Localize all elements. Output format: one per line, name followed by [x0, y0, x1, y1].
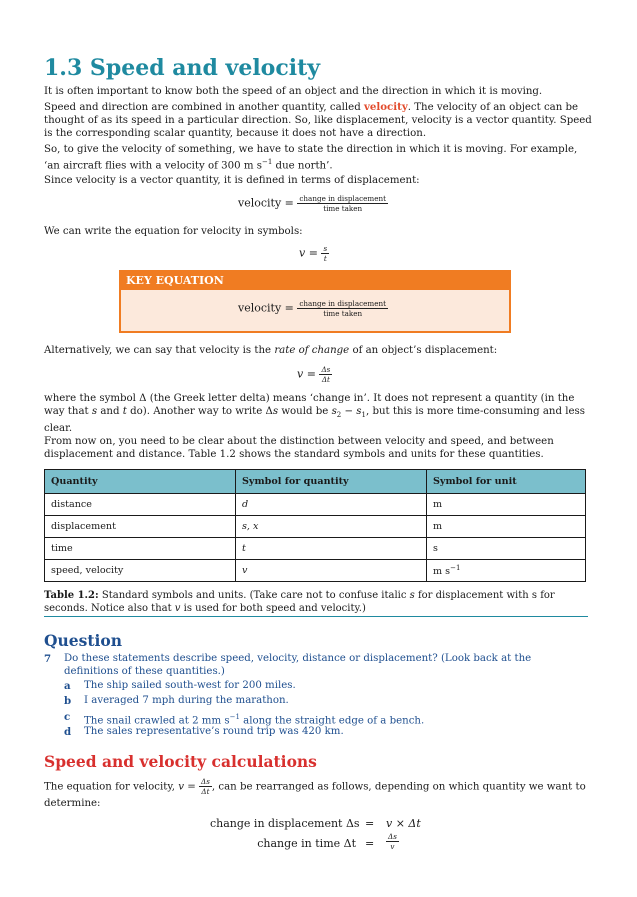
symbols-table	[44, 469, 586, 582]
paragraph-4: Since velocity is a vector quantity, it is defined in terms of displacement:	[44, 175, 420, 186]
paragraph-2: Speed and direction are combined in another quantity, called velocity. The velocity of an object can be thought of as its speed in a particular direction. So, like displacement, velocity is a vector quantity. Speed is the corresponding scalar quantity, because it does not have a direction.	[44, 101, 592, 139]
equation-rate-of-change: v = $\frac{\Delta s}{\Delta t}$	[297, 365, 331, 384]
velocity-highlight: velocity	[363, 101, 408, 113]
paragraph-1: It is often important to know both the speed of an object and the direction in which it is moving.	[44, 86, 543, 97]
question-item: The ship sailed south-west for 200 miles.	[84, 680, 296, 691]
question-number: 7	[44, 653, 52, 665]
question-item: The sales representative’s round trip was 420 km.	[84, 726, 344, 737]
question-heading: Question	[44, 631, 123, 650]
rearranged-lhs-1: change in displacement Δs	[210, 817, 360, 830]
table-header: Quantity	[45, 470, 236, 494]
calculations-heading: Speed and velocity calculations	[44, 752, 317, 771]
table-row: time t s	[45, 538, 586, 560]
table-header: Symbol for quantity	[236, 470, 427, 494]
table-row: distance d m	[45, 494, 586, 516]
paragraph-7: where the symbol Δ (the Greek letter delta) means ‘change in’. It does not represent a quantity (in the way that s and t do). Another way to write Δs would be $s_2 - s_1$, but this is more time-consuming and less clear.	[44, 393, 585, 435]
question-item: The snail crawled at 2 mm $s^{-1}$ along the straight edge of a bench.	[84, 713, 425, 727]
paragraph-3: So, to give the velocity of something, we have to state the direction in which it is moving. For example, ‘an aircraft flies with a velocity of 300 m $s^{-1}$ due north’.	[44, 144, 578, 172]
rearranged-rhs-1: v × Δt	[386, 817, 421, 830]
rearranged-lhs-2: change in time Δt	[257, 837, 356, 850]
paragraph-8: From now on, you need to be clear about the distinction between velocity and speed, and between displacement and distance. Table 1.2 shows the standard symbols and units for these quantities.	[44, 436, 554, 460]
question-item: I averaged 7 mph during the marathon.	[84, 695, 289, 706]
rearranged-eq-1: =	[365, 817, 375, 830]
key-equation-box	[119, 270, 511, 333]
rearranged-rhs-2: $\frac{\Delta s}{v}$	[388, 832, 397, 851]
key-equation-formula: velocity = $\frac{\text{change in displacement}}{\text{time taken}}$	[238, 299, 386, 318]
question-item-letter: c	[64, 711, 71, 723]
question-item-letter: a	[64, 680, 71, 692]
section-divider	[44, 616, 588, 617]
calculations-intro: The equation for velocity, v = $\frac{\Delta s}{\Delta t}$ , can be rearranged as follows, depending on which quantity we want to determine:	[44, 777, 586, 809]
section-title: 1.3 Speed and velocity	[44, 55, 321, 81]
paragraph-5: We can write the equation for velocity in symbols:	[44, 226, 303, 237]
key-equation-heading: KEY EQUATION	[121, 272, 509, 290]
table-row: speed, velocity v m $s^{-1}$	[45, 560, 586, 582]
equation-velocity-words: velocity = $\frac{\text{change in displacement}}{\text{time taken}}$	[238, 194, 386, 213]
table-header: Symbol for unit	[427, 470, 586, 494]
equation-velocity-symbols: v = $\frac{s}{t}$	[299, 244, 328, 263]
question-item-letter: b	[64, 695, 72, 707]
table-row: displacement s, x m	[45, 516, 586, 538]
question-item-letter: d	[64, 726, 72, 738]
table-caption: Table 1.2: Standard symbols and units. (Take care not to confuse italic s for displacement with s for seconds. Notice also that v is used for both speed and velocity.)	[44, 590, 555, 614]
question-text: Do these statements describe speed, velocity, distance or displacement? (Look back at the definitions of these quantities.)	[64, 653, 532, 677]
paragraph-6: Alternatively, we can say that velocity is the rate of change of an object’s displacement:	[44, 345, 498, 356]
rearranged-eq-2: =	[365, 837, 375, 850]
